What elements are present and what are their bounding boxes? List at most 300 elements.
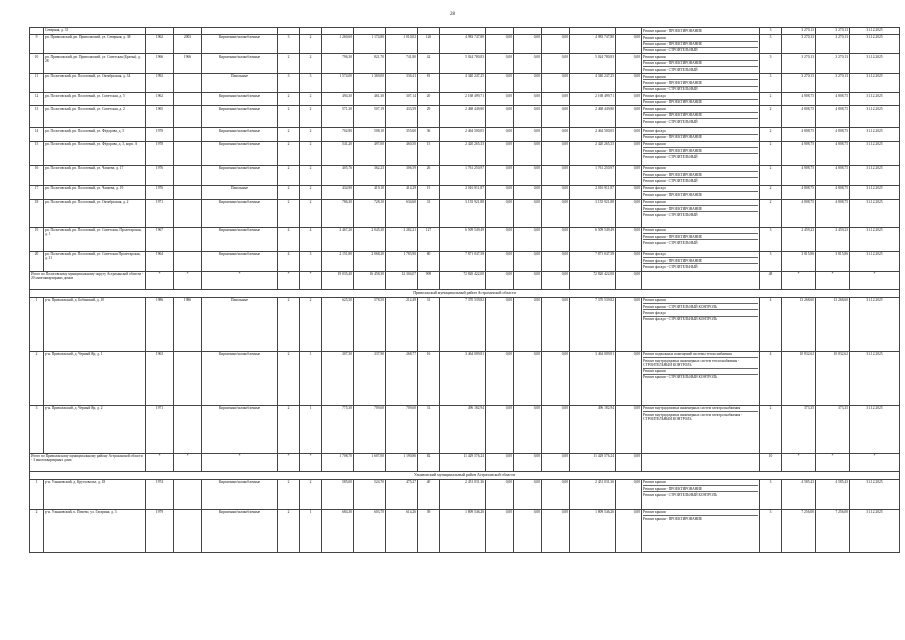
residents-count: 120 bbox=[418, 34, 440, 53]
completion-date: 31.12.2025 bbox=[850, 199, 900, 227]
unit-price: 3 815,86 bbox=[782, 251, 816, 271]
year-built: 1971 bbox=[146, 199, 174, 227]
residents-count: 29 bbox=[418, 106, 440, 128]
fund-source: 2 016 911,87 bbox=[570, 185, 616, 199]
entrances: 1 bbox=[300, 351, 322, 405]
year-renovated bbox=[174, 227, 202, 251]
entrances: 2 bbox=[300, 479, 322, 509]
year-renovated bbox=[174, 351, 202, 405]
residential-area: 475,27 bbox=[386, 479, 418, 509]
fund-source: 0,00 bbox=[514, 73, 542, 92]
total-row bbox=[30, 271, 900, 289]
fund-source: 0,00 bbox=[514, 405, 542, 453]
entrances: 3 bbox=[300, 73, 322, 92]
entrances: 2 bbox=[300, 165, 322, 185]
work-type: Ремонт крыши bbox=[643, 298, 758, 304]
fund-source: 0,00 bbox=[486, 251, 514, 271]
work-type: Ремонт крыши - ПРОЕКТИРОВАНИЕ bbox=[643, 28, 703, 33]
year-renovated bbox=[174, 479, 202, 509]
fund-source bbox=[486, 28, 514, 35]
fund-source: 0,00 bbox=[486, 128, 514, 141]
max-unit-price: 4 808,75 bbox=[816, 199, 850, 227]
work-types bbox=[642, 251, 760, 271]
fund-source: 0,00 bbox=[542, 453, 570, 471]
floors: 2 bbox=[278, 141, 300, 165]
completion-date: 31.12.2025 bbox=[850, 165, 900, 185]
max-unit-price: 3 270,13 bbox=[816, 34, 850, 53]
wall-material: Кирпичные/шлакоблочные bbox=[202, 93, 278, 106]
work-type: Ремонт крыши - СТРОИТЕЛЬНЫЙ bbox=[643, 154, 698, 159]
entrances: 3 bbox=[300, 251, 322, 271]
living-area: 2 045,30 bbox=[354, 227, 386, 251]
total-cost: 5 024 780,83 bbox=[440, 54, 486, 73]
year-renovated bbox=[174, 141, 202, 165]
placeholder-star: * bbox=[278, 453, 300, 471]
address: рп. Пологовский, рп. Пологовый, ул. Советская, д. 2 bbox=[44, 106, 146, 128]
residents-count: 80 bbox=[418, 251, 440, 271]
work-type: Ремонт внутридомовых инженерных систем электроснабжения - СТРОИТЕЛЬНЫЙ КОНТРОЛЬ bbox=[643, 412, 743, 421]
fund-source: 0,00 bbox=[542, 34, 570, 53]
wall-material: Панельные bbox=[202, 185, 278, 199]
work-type: Ремонт крыши - СТРОИТЕЛЬНЫЙ bbox=[643, 212, 698, 217]
fund-source: 4 983 747,80 bbox=[570, 34, 616, 53]
fund-source: 7 871 047,58 bbox=[570, 251, 616, 271]
residents-count: 26 bbox=[418, 165, 440, 185]
floors: 4 bbox=[278, 227, 300, 251]
fund-source: 0,00 bbox=[616, 227, 642, 251]
units-count: 3 bbox=[760, 34, 782, 53]
units-count: 3 bbox=[760, 479, 782, 509]
fund-source: 0,00 bbox=[616, 405, 642, 453]
work-type: Ремонт крыши - ПРОЕКТИРОВАНИЕ bbox=[643, 42, 758, 48]
total-cost: 2 451 031,36 bbox=[440, 479, 486, 509]
max-unit-price: 4 808,75 bbox=[816, 165, 850, 185]
fund-source: 0,00 bbox=[542, 509, 570, 552]
floors: 2 bbox=[278, 405, 300, 453]
row-number: 14 bbox=[30, 128, 44, 141]
total-row bbox=[30, 453, 900, 471]
units-count: 48 bbox=[760, 271, 782, 289]
wall-material: Кирпичные/шлакоблочные bbox=[202, 165, 278, 185]
total-cost: 2 016 911,87 bbox=[440, 185, 486, 199]
fund-source: 496 182,94 bbox=[570, 405, 616, 453]
fund-source: 0,00 bbox=[486, 297, 514, 351]
residents-count: 40 bbox=[418, 479, 440, 509]
work-type: Ремонт крыши - ПРОЕКТИРОВАНИЕ bbox=[643, 516, 703, 521]
living-area: 728,10 bbox=[354, 199, 386, 227]
table-row bbox=[30, 93, 900, 106]
residential-area: 336,41 bbox=[386, 73, 418, 92]
total-cost: 1 809 546,26 bbox=[440, 509, 486, 552]
work-types bbox=[642, 73, 760, 92]
total-cost: 2 464 500,05 bbox=[440, 128, 486, 141]
residents-count: 127 bbox=[418, 227, 440, 251]
year-built: 1963 bbox=[146, 351, 174, 405]
residents-count: 36 bbox=[418, 128, 440, 141]
work-types bbox=[642, 185, 760, 199]
completion-date: 31.12.2025 bbox=[850, 128, 900, 141]
max-unit-price: 13 268,60 bbox=[816, 297, 850, 351]
residential-area: 741,80 bbox=[386, 54, 418, 73]
work-type: Ремонт крыши - ПРОЕКТИРОВАНИЕ bbox=[643, 486, 758, 492]
unit-price: 4 808,75 bbox=[782, 128, 816, 141]
units-count: 2 bbox=[760, 185, 782, 199]
units-count: 2 bbox=[760, 106, 782, 128]
address: рп. Пологовский, рп. Пологовый, ул. Чапаева, д. 17 bbox=[44, 165, 146, 185]
address: рп. Приволжский, рп. Приволжский, ул. Северная, д. 38 bbox=[44, 34, 146, 53]
total-cost: 7 871 047,58 bbox=[440, 251, 486, 271]
table-row bbox=[30, 141, 900, 165]
residential-area: 433,59 bbox=[386, 106, 418, 128]
work-type: Ремонт фасада bbox=[643, 252, 758, 258]
units-count: 3 bbox=[760, 251, 782, 271]
fund-source: 1 809 546,26 bbox=[570, 509, 616, 552]
year-built: 1974 bbox=[146, 479, 174, 509]
fund-source: 2 451 031,36 bbox=[570, 479, 616, 509]
residents-count: 909 bbox=[418, 271, 440, 289]
completion-date: 31.12.2025 bbox=[850, 28, 900, 35]
year-built: 1962 bbox=[146, 34, 174, 53]
living-area: 709,60 bbox=[354, 405, 386, 453]
total-cost: 2 420 265,33 bbox=[440, 141, 486, 165]
unit-price: 4 808,75 bbox=[782, 106, 816, 128]
total-area: 494,30 bbox=[322, 93, 354, 106]
row-number: 1 bbox=[30, 479, 44, 509]
completion-date: 31.12.2025 bbox=[850, 251, 900, 271]
placeholder-star: * bbox=[146, 271, 174, 289]
living-area: 603,70 bbox=[354, 509, 386, 552]
living-area: 1 174,80 bbox=[354, 34, 386, 53]
address: рп. Приволжский, рп. Приволжский, ул. Советская (Братья), д. 28 bbox=[44, 54, 146, 73]
year-renovated bbox=[174, 199, 202, 227]
unit-price: 4 808,75 bbox=[782, 93, 816, 106]
total-cost: 2 468 449,80 bbox=[440, 106, 486, 128]
residential-area: 355,60 bbox=[386, 128, 418, 141]
section-title: Ульяновский муниципальный район Астраханской области bbox=[30, 471, 900, 479]
placeholder-star: * bbox=[202, 453, 278, 471]
year-renovated bbox=[174, 128, 202, 141]
total-area: 625,50 bbox=[322, 297, 354, 351]
floors bbox=[278, 28, 300, 35]
work-types bbox=[642, 165, 760, 185]
residents-count: 15 bbox=[418, 185, 440, 199]
wall-material: Панельные bbox=[202, 297, 278, 351]
fund-source: 2 464 500,05 bbox=[570, 128, 616, 141]
fund-source: 0,00 bbox=[486, 165, 514, 185]
total-cost: 3 155 921,88 bbox=[440, 199, 486, 227]
residential-area: 306,59 bbox=[386, 165, 418, 185]
living-area: 497,00 bbox=[354, 141, 386, 165]
placeholder-star: * bbox=[782, 271, 816, 289]
year-built: 1978 bbox=[146, 141, 174, 165]
fund-source: 0,00 bbox=[486, 141, 514, 165]
year-renovated: 1966 bbox=[174, 54, 202, 73]
max-unit-price: 2 459,23 bbox=[816, 227, 850, 251]
wall-material: Кирпичные/шлакоблочные bbox=[202, 479, 278, 509]
entrances: 4 bbox=[300, 227, 322, 251]
fund-source: 0,00 bbox=[542, 165, 570, 185]
residents-count: 39 bbox=[418, 509, 440, 552]
completion-date: 31.12.2025 bbox=[850, 227, 900, 251]
total-area: 541,20 bbox=[322, 141, 354, 165]
floors: 3 bbox=[278, 73, 300, 92]
max-unit-price: 4 808,75 bbox=[816, 141, 850, 165]
work-type: Ремонт крыши bbox=[643, 74, 758, 80]
address: рп. Пологовский, рп. Пологовый, ул. Советская, Пролетарская, д. 1 bbox=[44, 227, 146, 251]
units-count: 2 bbox=[760, 141, 782, 165]
year-renovated bbox=[174, 93, 202, 106]
floors: 2 bbox=[278, 297, 300, 351]
residential-area: 1 010,02 bbox=[386, 34, 418, 53]
fund-source: 0,00 bbox=[514, 54, 542, 73]
fund-source: 0,00 bbox=[514, 479, 542, 509]
work-type: Ремонт крыши - ПРОЕКТИРОВАНИЕ bbox=[643, 135, 703, 140]
work-type: Ремонт крыши bbox=[643, 228, 758, 234]
row-number: 3 bbox=[30, 405, 44, 453]
fund-source: 0,00 bbox=[616, 199, 642, 227]
entrances: 2 bbox=[300, 141, 322, 165]
living-area: 578,50 bbox=[354, 297, 386, 351]
living-area: 419,10 bbox=[354, 185, 386, 199]
address: рп. Пологовский, рп. Пологовый, ул. Октябрьская, д. 2 bbox=[44, 199, 146, 227]
total-area bbox=[322, 28, 354, 35]
placeholder-star: * bbox=[300, 271, 322, 289]
residents-count: 42 bbox=[418, 54, 440, 73]
work-types bbox=[642, 106, 760, 128]
fund-source: 0,00 bbox=[486, 106, 514, 128]
year-built: 1978 bbox=[146, 128, 174, 141]
address: рп. Пологовский, рп. Пологовый, ул. Фёдорова, д. 3, корп. А bbox=[44, 141, 146, 165]
work-types bbox=[642, 297, 760, 351]
residential-area: 1 783,90 bbox=[386, 251, 418, 271]
living-area: 2 068,20 bbox=[354, 251, 386, 271]
work-types bbox=[642, 509, 760, 552]
unit-price: 13 268,60 bbox=[782, 297, 816, 351]
units-count: 2 bbox=[760, 405, 782, 453]
total-cost bbox=[440, 28, 486, 35]
work-type: Ремонт фасада - СТРОИТЕЛЬНЫЙ КОНТРОЛЬ bbox=[643, 317, 718, 322]
fund-source: 2 168 499,71 bbox=[570, 93, 616, 106]
floors: 2 bbox=[278, 185, 300, 199]
max-unit-price: 4 808,75 bbox=[816, 185, 850, 199]
table-row bbox=[30, 185, 900, 199]
work-type: Ремонт крыши - СТРОИТЕЛЬНЫЙ КОНТРОЛЬ bbox=[643, 375, 718, 380]
year-renovated bbox=[174, 165, 202, 185]
work-type: Ремонт крыши - ПРОЕКТИРОВАНИЕ bbox=[643, 234, 758, 240]
residential-area bbox=[386, 28, 418, 35]
year-built: 1962 bbox=[146, 93, 174, 106]
residents-count: 31 bbox=[418, 405, 440, 453]
living-area: 1 369,00 bbox=[354, 73, 386, 92]
work-type: Ремонт внутридомовых инженерных систем теплоснабжения - СТРОИТЕЛЬНЫЙ КОНТРОЛЬ bbox=[643, 358, 758, 368]
floors: 2 bbox=[278, 199, 300, 227]
fund-source: 0,00 bbox=[486, 34, 514, 53]
fund-source: 0,00 bbox=[514, 106, 542, 128]
year-built: 1986 bbox=[146, 297, 174, 351]
units-count: 3 bbox=[760, 227, 782, 251]
unit-price: 4 808,75 bbox=[782, 185, 816, 199]
total-area: 702,80 bbox=[322, 128, 354, 141]
units-count: 3 bbox=[760, 28, 782, 35]
work-type: Ремонт крыши - СТРОИТЕЛЬНЫЙ КОНТРОЛЬ bbox=[643, 304, 758, 310]
fund-source bbox=[570, 28, 616, 35]
wall-material: Кирпичные/шлакоблочные bbox=[202, 251, 278, 271]
fund-source: 0,00 bbox=[514, 141, 542, 165]
fund-source: 0,00 bbox=[616, 165, 642, 185]
work-types bbox=[642, 28, 760, 35]
fund-source: 0,00 bbox=[542, 479, 570, 509]
year-built: 1992 bbox=[146, 73, 174, 92]
year-renovated bbox=[174, 185, 202, 199]
placeholder-star: * bbox=[202, 271, 278, 289]
wall-material: Кирпичные/шлакоблочные bbox=[202, 199, 278, 227]
residents-count: 82 bbox=[418, 453, 440, 471]
completion-date: 31.12.2025 bbox=[850, 106, 900, 128]
work-types bbox=[642, 54, 760, 73]
address: Северная, д. 31 bbox=[44, 28, 146, 35]
work-type: Ремонт фасада - ПРОЕКТИРОВАНИЕ bbox=[643, 258, 758, 264]
living-area: 508,10 bbox=[354, 128, 386, 141]
fund-source: 0,00 bbox=[616, 73, 642, 92]
living-area: 507,19 bbox=[354, 106, 386, 128]
total-cost: 6 509 549,49 bbox=[440, 227, 486, 251]
wall-material: Панельные bbox=[202, 73, 278, 92]
row-number: 16 bbox=[30, 165, 44, 185]
table-row bbox=[30, 73, 900, 92]
unit-price: 10 832,62 bbox=[782, 351, 816, 405]
work-type: Ремонт крыши - ПРОЕКТИРОВАНИЕ bbox=[643, 113, 758, 119]
fund-source: 0,00 bbox=[486, 271, 514, 289]
work-type: Ремонт крыши - СТРОИТЕЛЬНЫЙ bbox=[643, 240, 698, 245]
total-area: 405,76 bbox=[322, 165, 354, 185]
entrances: 2 bbox=[300, 54, 322, 73]
year-renovated bbox=[174, 28, 202, 35]
max-unit-price: 4 585,43 bbox=[816, 479, 850, 509]
work-types bbox=[642, 199, 760, 227]
total-area: 1 708,70 bbox=[322, 453, 354, 471]
address: рп. Пологовский, рп. Пологовый, ул. Фёдорова, д. 5 bbox=[44, 128, 146, 141]
wall-material: Кирпичные/шлакоблочные bbox=[202, 405, 278, 453]
total-area: 307,30 bbox=[322, 351, 354, 405]
fund-source: 0,00 bbox=[514, 351, 542, 405]
table-row bbox=[30, 106, 900, 128]
placeholder-star: * bbox=[816, 271, 850, 289]
work-type: Ремонт крыши - СТРОИТЕЛЬНЫЙ КОНТРОЛЬ bbox=[643, 492, 718, 497]
total-area: 786,30 bbox=[322, 199, 354, 227]
floors: 2 bbox=[278, 479, 300, 509]
completion-date: 31.12.2025 bbox=[850, 185, 900, 199]
max-unit-price: 4 808,75 bbox=[816, 93, 850, 106]
residential-area: 1 190,86 bbox=[386, 453, 418, 471]
residential-area: 709,60 bbox=[386, 405, 418, 453]
total-area: 2 151,80 bbox=[322, 251, 354, 271]
work-type: Ремонт крыши bbox=[643, 510, 758, 516]
fund-source: 0,00 bbox=[514, 227, 542, 251]
entrances: 2 bbox=[300, 297, 322, 351]
work-types bbox=[642, 128, 760, 141]
work-type: Ремонт крыши bbox=[643, 55, 758, 61]
row-number: 18 bbox=[30, 199, 44, 227]
residents-count: 20 bbox=[418, 93, 440, 106]
fund-source: 0,00 bbox=[486, 185, 514, 199]
address: р-н. Приволжский, д. Бобинский, д. 10 bbox=[44, 297, 146, 351]
total-cost: 4 340 247,25 bbox=[440, 73, 486, 92]
table-row bbox=[30, 509, 900, 552]
fund-source: 0,00 bbox=[542, 271, 570, 289]
section-title: Приволжский муниципальный район Астраханской области bbox=[30, 289, 900, 297]
placeholder-star: * bbox=[146, 453, 174, 471]
fund-source: 4 340 247,25 bbox=[570, 73, 616, 92]
year-renovated bbox=[174, 509, 202, 552]
placeholder-star: * bbox=[850, 453, 900, 471]
completion-date: 31.12.2025 bbox=[850, 141, 900, 165]
entrances: 2 bbox=[300, 106, 322, 128]
row-number: 20 bbox=[30, 251, 44, 271]
floors: 2 bbox=[278, 93, 300, 106]
fund-source bbox=[514, 28, 542, 35]
unit-price: 7 256,00 bbox=[782, 509, 816, 552]
residential-area: 414,29 bbox=[386, 185, 418, 199]
fund-source: 2 468 449,80 bbox=[570, 106, 616, 128]
total-area: 19 035,40 bbox=[322, 271, 354, 289]
year-built: 1971 bbox=[146, 405, 174, 453]
address: рп. Пологовский, рп. Пологовый, ул. Октябрьская, д. 34 bbox=[44, 73, 146, 92]
fund-source: 0,00 bbox=[542, 199, 570, 227]
table-row bbox=[30, 251, 900, 271]
fund-source: 0,00 bbox=[616, 141, 642, 165]
max-unit-price: 10 832,62 bbox=[816, 351, 850, 405]
year-renovated bbox=[174, 405, 202, 453]
completion-date: 31.12.2025 bbox=[850, 73, 900, 92]
table-row bbox=[30, 479, 900, 509]
fund-source: 0,00 bbox=[542, 251, 570, 271]
fund-source: 0,00 bbox=[514, 297, 542, 351]
units-count: 10 bbox=[760, 453, 782, 471]
total-cost: 1 761 250,97 bbox=[440, 165, 486, 185]
work-type: Ремонт крыши - ПРОЕКТИРОВАНИЕ bbox=[643, 80, 758, 86]
fund-source: 0,00 bbox=[514, 93, 542, 106]
fund-source: 72 820 422,00 bbox=[570, 271, 616, 289]
unit-price: 373,35 bbox=[782, 405, 816, 453]
total-area: 2 467,20 bbox=[322, 227, 354, 251]
fund-source: 0,00 bbox=[616, 251, 642, 271]
units-count: 2 bbox=[760, 93, 782, 106]
page-number: 28 bbox=[450, 12, 455, 17]
work-types bbox=[642, 34, 760, 53]
total-area: 684,30 bbox=[322, 509, 354, 552]
address: р-н. Приволжский, д. Черный Яр, д. 2 bbox=[44, 405, 146, 453]
placeholder-star: * bbox=[300, 453, 322, 471]
table-row bbox=[30, 199, 900, 227]
entrances: 2 bbox=[300, 34, 322, 53]
address: р-н. Ульяновский, д. Кругловолье, д. 18 bbox=[44, 479, 146, 509]
work-type: Ремонт крыши - СТРОИТЕЛЬНЫЙ bbox=[643, 67, 698, 72]
residents-count: 16 bbox=[418, 351, 440, 405]
max-unit-price: 4 808,75 bbox=[816, 106, 850, 128]
fund-source: 0,00 bbox=[616, 453, 642, 471]
floors: 2 bbox=[278, 128, 300, 141]
fund-source: 0,00 bbox=[514, 185, 542, 199]
address: р-н. Ульяновский, п. Пичево, ул. Гагарина, д. 3 bbox=[44, 509, 146, 552]
fund-source: 0,00 bbox=[542, 106, 570, 128]
fund-source: 0,00 bbox=[616, 93, 642, 106]
work-type: Ремонт крыши - ПРОЕКТИРОВАНИЕ bbox=[643, 100, 703, 105]
address: р-н. Приволжский, д. Черный Яр, д. 1 bbox=[44, 351, 146, 405]
entrances bbox=[300, 28, 322, 35]
fund-source: 0,00 bbox=[514, 34, 542, 53]
row-number: 2 bbox=[30, 351, 44, 405]
fund-source: 0,00 bbox=[542, 73, 570, 92]
